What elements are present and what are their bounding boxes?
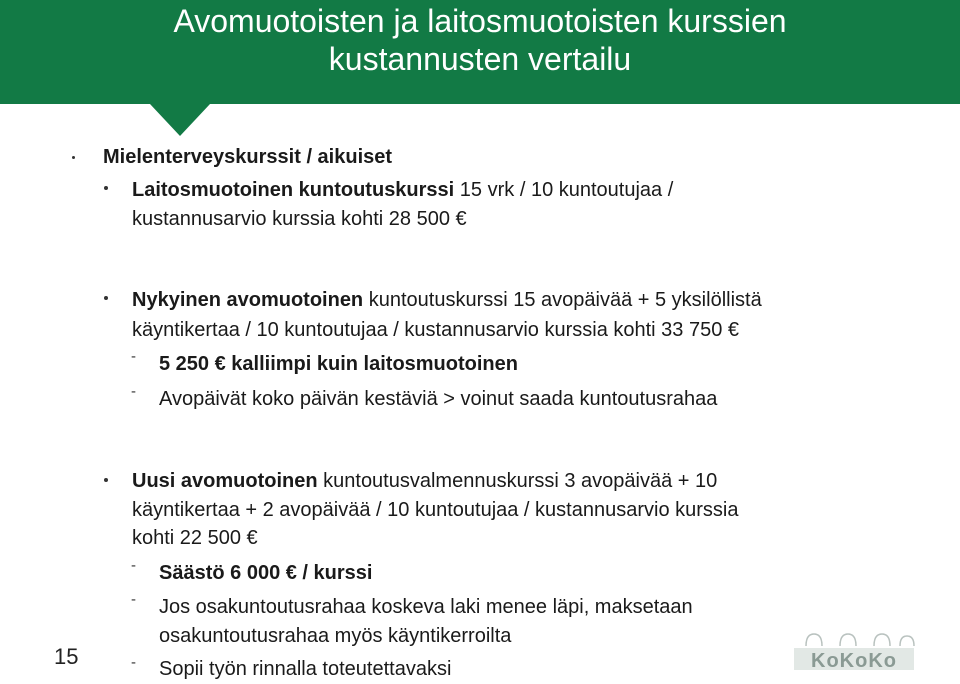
bullet-3-sub-1: Säästö 6 000 € / kurssi: [159, 562, 373, 584]
logo-text: KoKoKo: [811, 650, 897, 672]
bullet-1-line-2: kustannusarvio kurssia kohti 28 500 €: [132, 208, 467, 230]
dash-icon: -: [131, 591, 136, 608]
slide-title: [50, 0, 910, 78]
section-heading: Mielenterveyskurssit / aikuiset: [103, 146, 393, 168]
dash-icon: -: [131, 557, 136, 574]
bullet-3-sub-2-line-1: Jos osakuntoutusrahaa koskeva laki menee läpi, maksetaan: [159, 596, 693, 618]
title-line-2: kustannusten vertailu: [328, 41, 632, 77]
bullet-3-line-1: [132, 467, 717, 495]
slide-header: [0, 0, 960, 104]
bullet-icon: [104, 296, 108, 300]
bullet-icon: [104, 186, 108, 190]
dash-icon: -: [131, 654, 136, 671]
bullet-3-rest: kuntoutusvalmennuskurssi 3 avopäivää + 10: [317, 470, 718, 492]
bullet-2-sub-1: 5 250 € kalliimpi kuin laitosmuotoinen: [159, 353, 518, 375]
dash-icon: -: [131, 348, 136, 365]
bullet-2-rest: kuntoutuskurssi 15 avopäivää + 5 yksilöllistä: [363, 289, 762, 311]
page-number: 15: [54, 644, 79, 669]
bullet-icon: [72, 156, 75, 159]
bullet-2-bold: Nykyinen avomuotoinen: [132, 289, 364, 311]
bullet-2-line-2: käyntikertaa / 10 kuntoutujaa / kustannusarvio kurssia kohti 33 750 €: [132, 319, 740, 341]
bullet-3-sub-3: Sopii työn rinnalla toteutettavaksi: [159, 658, 452, 680]
bullet-icon: [104, 478, 108, 482]
bullet-2-line-1: [132, 286, 762, 314]
bullet-1-bold: Laitosmuotoinen kuntoutuskurssi: [132, 179, 455, 201]
kokoko-logo: [788, 628, 918, 674]
bullet-3-line-3: kohti 22 500 €: [132, 527, 258, 549]
header-notch: [0, 102, 960, 142]
bullet-3-line-2: käyntikertaa + 2 avopäivää / 10 kuntoutujaa / kustannusarvio kurssia: [132, 499, 739, 521]
bullet-3-sub-2-line-2: osakuntoutusrahaa myös käyntikerroilta: [159, 625, 512, 647]
bullet-3-bold: Uusi avomuotoinen: [132, 470, 318, 492]
bullet-1-line-1: [132, 176, 673, 204]
title-line-1: Avomuotoisten ja laitosmuotoisten kurssien: [173, 3, 787, 39]
dash-icon: -: [131, 383, 136, 400]
bullet-1-rest: 15 vrk / 10 kuntoutujaa /: [454, 179, 674, 201]
bullet-2-sub-2: Avopäivät koko päivän kestäviä > voinut saada kuntoutusrahaa: [159, 388, 718, 410]
